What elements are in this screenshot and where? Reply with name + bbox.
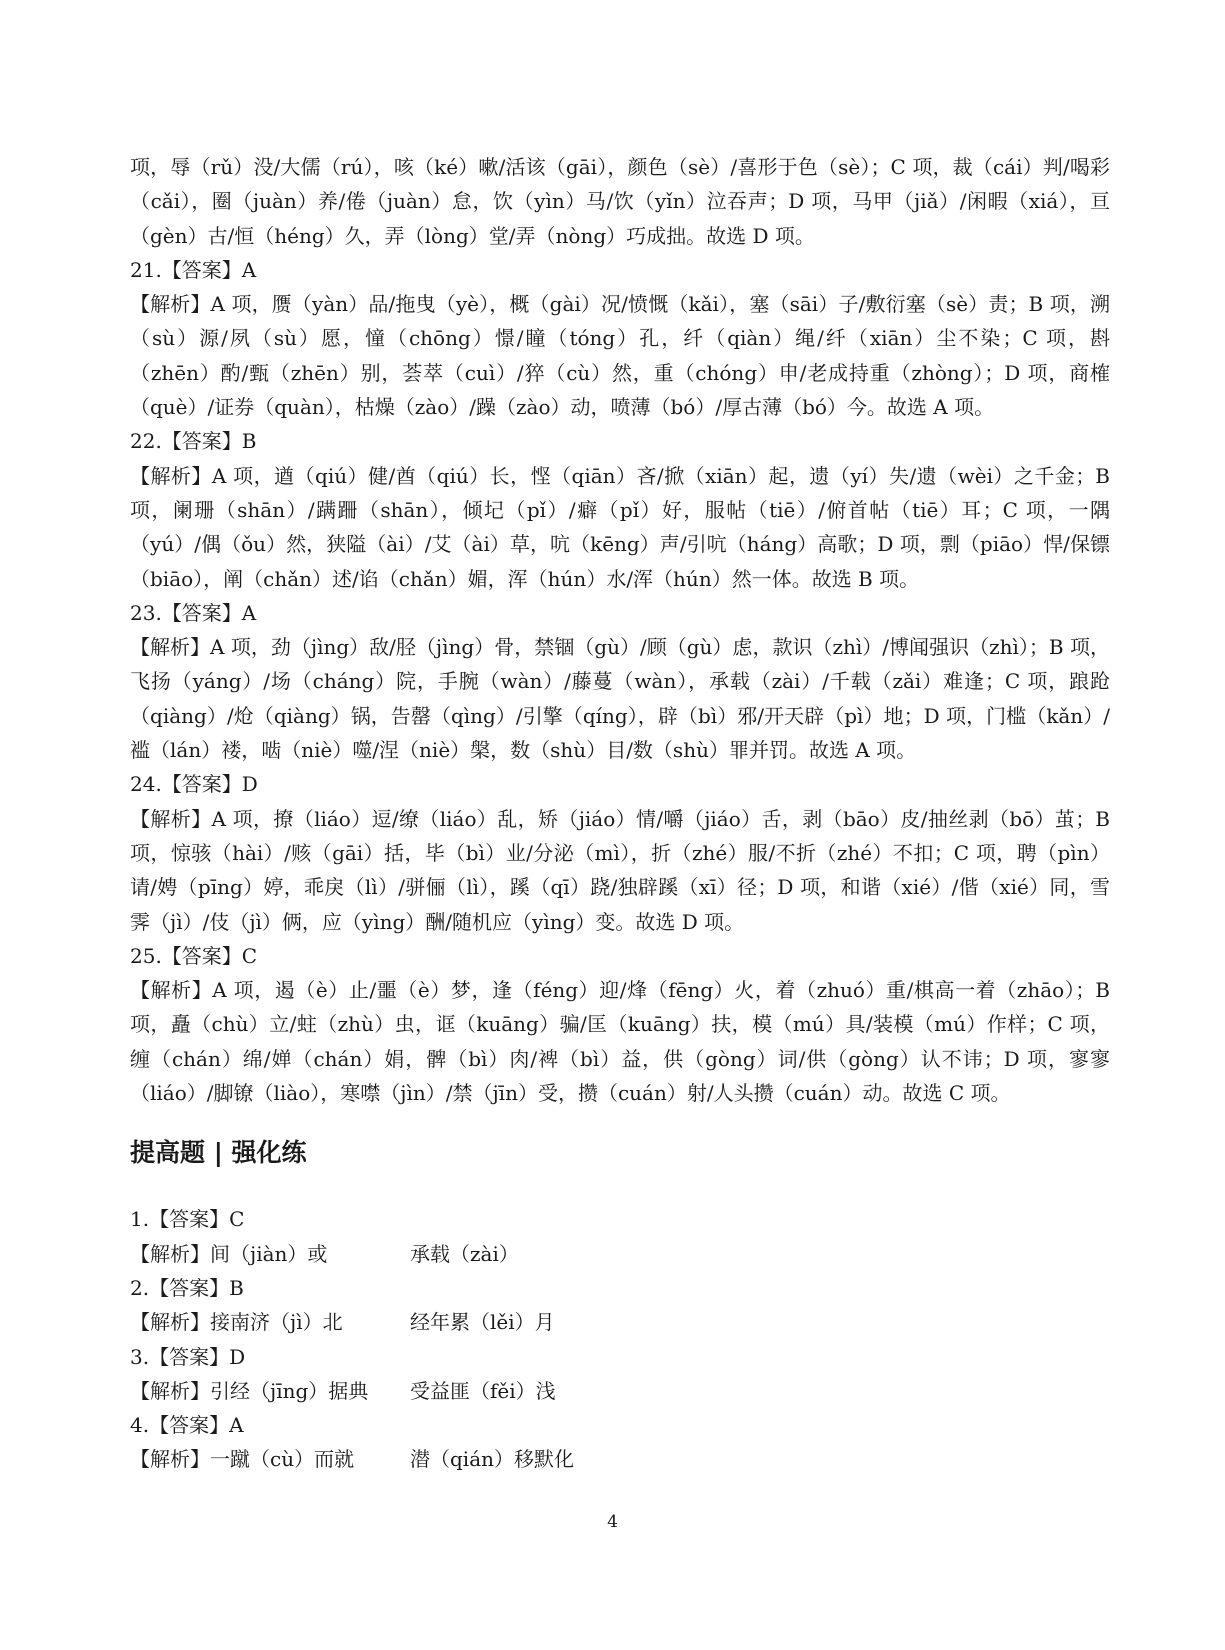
answer-item-24	[130, 767, 1110, 938]
continuation-paragraph: 项，辱（rǔ）没/大儒（rú），咳（ké）嗽/活该（gāi），颜色（sè）/喜形于色（sè）；C 项，裁（cái）判/喝彩（cǎi），圈（juàn）养/倦（juàn）怠，饮（yìn）马/饮（yǐn）泣吞声；D 项，马甲（jiǎ）/闲暇（xiá），亘（gèn）古/恒（héng）久，弄（lòng）堂/弄（nòng）巧成拙。故选 D 项。	[130, 155, 1110, 248]
answer-item-22	[130, 424, 1110, 595]
analysis-part-a: 【解析】接南济（jì）北	[130, 1310, 343, 1335]
analysis-part-b: 承载（zài）	[410, 1241, 519, 1266]
analysis-paragraph: 【解析】A 项，劲（jìng）敌/胫（jìng）骨，禁锢（gù）/顾（gù）虑，款识（zhì）/博闻强识（zhì）；B 项，飞扬（yáng）/场（cháng）院，手腕（wàn）/藤蔓（wàn），承载（zài）/千载（zǎi）难逢；C 项，踉跄（qiàng）/炝（qiàng）锅，告罄（qìng）/引擎（qíng），辟（bì）邪/开天辟（pì）地；D 项，门槛（kǎn）/褴（lán）褛，啮（niè）噬/涅（niè）槃，数（shù）目/数（shù）罪并罚。故选 A 项。	[130, 635, 1110, 763]
answer-line: 22.【答案】B	[130, 429, 257, 454]
analysis-part-b: 受益匪（fěi）浅	[410, 1378, 556, 1403]
analysis-paragraph: 【解析】A 项，遏（è）止/噩（è）梦，逢（féng）迎/烽（fēng）火，着（zhuó）重/棋高一着（zhāo）；B 项，矗（chù）立/蛀（zhù）虫，诓（kuāng）骗/匡（kuāng）扶，模（mú）具/装模（mú）作样；C 项，缠（chán）绵/婵（chán）娟，髀（bì）肉/裨（bì）益，供（gòng）词/供（gòng）认不讳；D 项，寥寥（liáo）/脚镣（liào），寒噤（jìn）/禁（jīn）受，攒（cuán）射/人头攒（cuán）动。故选 C 项。	[130, 978, 1110, 1106]
short-item-2	[130, 1271, 1110, 1340]
answer-line: 23.【答案】A	[130, 600, 257, 625]
analysis-line	[130, 1237, 1110, 1271]
answer-line: 2.【答案】B	[130, 1275, 244, 1300]
analysis-line	[130, 1374, 1110, 1408]
analysis-part-a: 【解析】引经（jīng）据典	[130, 1378, 369, 1403]
short-item-1	[130, 1202, 1110, 1271]
answer-item-25	[130, 939, 1110, 1110]
answer-line: 4.【答案】A	[130, 1413, 244, 1438]
section-title: 提高题 | 强化练	[130, 1138, 307, 1168]
analysis-part-b: 经年累（lěi）月	[410, 1310, 555, 1335]
analysis-line	[130, 1442, 1110, 1476]
analysis-paragraph: 【解析】A 项，遒（qiú）健/酋（qiú）长，悭（qiān）吝/掀（xiān）起，遗（yí）失/遗（wèi）之千金；B 项，阑珊（shān）/蹒跚（shān），倾圮（pǐ）/癖（pǐ）好，服帖（tiē）/俯首帖（tiē）耳；C 项，一隅（yú）/偶（ǒu）然，狭隘（ài）/艾（ài）草，吭（kēng）声/引吭（háng）高歌；D 项，剽（piāo）悍/保镖（biāo），阐（chǎn）述/谄（chǎn）媚，浑（hún）水/浑（hún）然一体。故选 B 项。	[130, 463, 1110, 591]
answer-line: 1.【答案】C	[130, 1207, 245, 1232]
answer-item-21	[130, 253, 1110, 424]
short-item-4	[130, 1408, 1110, 1477]
analysis-part-b: 潜（qián）移默化	[410, 1447, 575, 1472]
answer-item-23	[130, 596, 1110, 767]
analysis-paragraph: 【解析】A 项，撩（liáo）逗/缭（liáo）乱，矫（jiáo）情/嚼（jiáo）舌，剥（bāo）皮/抽丝剥（bō）茧；B 项，惊骇（hài）/赅（gāi）括，毕（bì）业/分泌（mì），折（zhé）服/不折（zhé）不扣；C 项，聘（pìn）请/娉（pīng）婷，乖戾（lì）/骈俪（lì），蹊（qī）跷/独辟蹊（xī）径；D 项，和谐（xié）/偕（xié）同，雪霁（jì）/伎（jì）俩，应（yìng）酬/随机应（yìng）变。故选 D 项。	[130, 806, 1110, 934]
answer-line: 24.【答案】D	[130, 772, 258, 797]
document-body	[130, 150, 1110, 1477]
page-number: 4	[607, 1512, 618, 1532]
answer-line: 21.【答案】A	[130, 257, 257, 282]
analysis-paragraph: 【解析】A 项，赝（yàn）品/拖曳（yè），概（gài）况/愤慨（kǎi），塞（sāi）子/敷衍塞（sè）责；B 项，溯（sù）源/夙（sù）愿，憧（chōng）憬/瞳（tóng）孔，纤（qiàn）绳/纤（xiān）尘不染；C 项，斟（zhēn）酌/甄（zhēn）别，荟萃（cuì）/猝（cù）然，重（chóng）申/老成持重（zhòng）；D 项，商榷（què）/证券（quàn），枯燥（zào）/躁（zào）动，喷薄（bó）/厚古薄（bó）今。故选 A 项。	[130, 292, 1110, 420]
analysis-part-a: 【解析】一蹴（cù）而就	[130, 1447, 355, 1472]
short-item-3	[130, 1340, 1110, 1409]
analysis-part-a: 【解析】间（jiàn）或	[130, 1241, 328, 1266]
analysis-line	[130, 1305, 1110, 1339]
answer-line: 3.【答案】D	[130, 1344, 246, 1369]
answer-line: 25.【答案】C	[130, 943, 258, 968]
